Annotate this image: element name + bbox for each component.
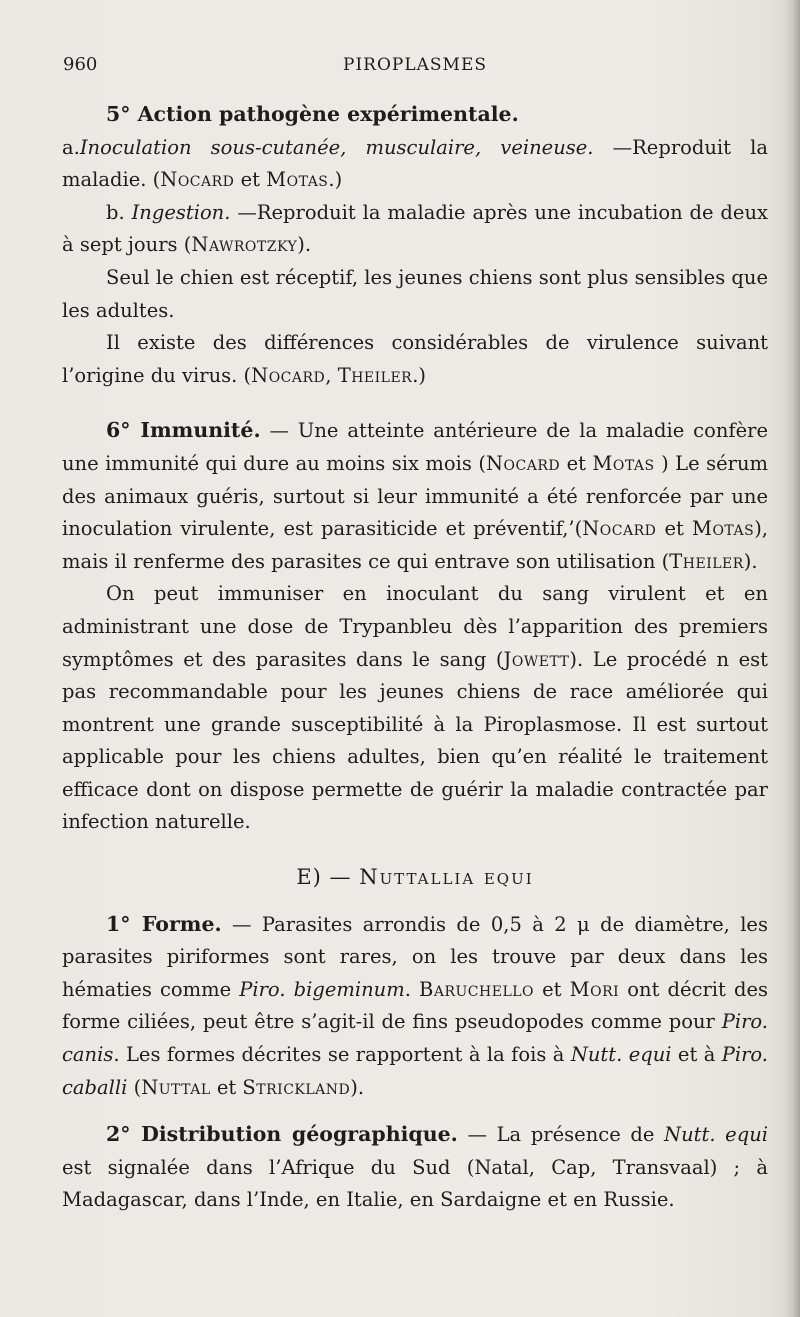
author-name: Theiler xyxy=(337,363,413,387)
spacer xyxy=(62,894,768,908)
paragraph-5-virulence xyxy=(62,327,768,392)
author-name: Motas xyxy=(592,451,655,475)
section-label: E) — xyxy=(296,865,360,890)
paragraph-e1-form xyxy=(62,908,768,1105)
paragraph-text: ( xyxy=(127,1075,142,1099)
paragraph-text: .) xyxy=(412,363,427,387)
author-name: Nocard xyxy=(485,451,561,475)
paragraph-5b xyxy=(62,197,768,262)
page-number: 960 xyxy=(63,54,98,75)
route-label: Inoculation sous-cutanée, musculaire, veineuse. xyxy=(79,135,594,159)
paragraph-text: , xyxy=(325,363,338,387)
paragraph-5-receptivity: Seul le chien est réceptif, les jeunes chiens sont plus sensibles que les adultes. xyxy=(62,265,768,322)
paragraph-text: — Une atteinte antérieure de la maladie confère une immunité qui dure au moins six mois ( xyxy=(62,419,769,475)
paragraph-text: Il existe des différences considérables de virulence suivant l’origine du virus. ( xyxy=(62,331,768,387)
paragraph-e2-distribution xyxy=(62,1118,768,1217)
paragraph-text: ). xyxy=(350,1075,365,1099)
paragraph-5a xyxy=(62,132,768,197)
paragraph-text: — Parasites arrondis de 0,5 à 2 μ de diamètre, les parasites piriformes sont rares, on les trouve par deux dans les hématies comme xyxy=(62,912,768,1001)
species-name: Piro. bigeminum xyxy=(239,977,405,1001)
paragraph-text: On peut immuniser en inoculant du sang virulent et en administrant une dose de Trypanbleu dès l’apparition des premiers symptômes et des parasites dans le sang ( xyxy=(62,582,768,671)
section-e-title xyxy=(62,861,768,894)
paragraph-text: — La présence de xyxy=(457,1123,665,1147)
paragraph-text: ). xyxy=(297,233,312,257)
paragraph-text: et xyxy=(234,168,267,192)
spacer xyxy=(62,839,768,861)
section-heading: 6° Immunité. xyxy=(106,418,261,443)
paragraph-text: —Reproduit la maladie. ( xyxy=(62,135,768,192)
paragraph-text: ont décrit des forme ciliées, peut être s’agit-il de fins pseudopodes comme pour xyxy=(62,977,768,1034)
section-heading: 5° Action pathogène expérimentale. xyxy=(106,102,519,126)
author-name: Nuttal xyxy=(141,1075,211,1099)
paragraph-text: et xyxy=(210,1075,243,1099)
paragraph-text: .) xyxy=(328,168,343,192)
paragraph-6-treatment xyxy=(62,578,768,839)
paragraph-text: et xyxy=(560,451,593,475)
author-name: Baruchello xyxy=(419,977,535,1001)
spacer xyxy=(62,392,768,414)
species-name: Piro. caballi xyxy=(62,1043,768,1099)
paragraph-text: et à xyxy=(671,1043,722,1067)
species-name: Piro. canis xyxy=(62,1010,768,1067)
author-name: Nocard xyxy=(251,363,326,387)
page-header xyxy=(63,49,743,81)
section-heading: 1° Forme. xyxy=(106,911,222,936)
author-name: Motas xyxy=(691,517,755,541)
section-5-heading xyxy=(62,98,768,132)
author-name: Strickland xyxy=(242,1075,351,1099)
author-name: Nocard xyxy=(582,517,657,541)
paragraph-text: ). Le procédé n est pas recommandable pour les jeunes chiens de race améliorée qui montrent une grande susceptibilité à la Piroplasmose. Il est surtout applicable pour les chiens adultes, bien qu’en réalité le traitement efficace dont on dispose permette de guérir la maladie contractée par infection naturelle. xyxy=(62,647,769,834)
paragraph-text: . Les formes décrites se rapportent à la fois à xyxy=(113,1043,571,1067)
page-edge-shadow xyxy=(784,0,800,1317)
author-name: Jowett xyxy=(503,647,570,671)
paragraph-text: ). xyxy=(743,549,758,573)
species-name: Nutt. equi xyxy=(570,1043,672,1067)
paragraph-text: —Reproduit la maladie après une incubation de deux à sept jours ( xyxy=(62,200,768,257)
paragraph-text: . xyxy=(404,977,420,1001)
paragraph-6-immunity xyxy=(62,414,768,578)
paragraph-text: est signalée dans l’Afrique du Sud (Natal, Cap, Transvaal) ; à Madagascar, dans l’Inde, en Italie, en Sardaigne et en Russie. xyxy=(62,1155,768,1212)
author-name: Nawrotzky xyxy=(191,233,298,257)
species-name: Nutt. equi xyxy=(664,1123,768,1147)
paragraph-text: et xyxy=(534,977,570,1001)
route-label: Ingestion. xyxy=(131,200,231,224)
page-body xyxy=(62,98,768,1217)
author-name: Theiler xyxy=(669,549,744,573)
author-name: Motas xyxy=(266,168,329,192)
running-title: PIROPLASMES xyxy=(343,55,488,75)
section-heading: 2° Distribution géographique. xyxy=(106,1122,458,1147)
author-name: Nocard xyxy=(160,168,235,192)
author-name: Mori xyxy=(569,977,620,1001)
paragraph-text: ) Le sérum des animaux guéris, surtout si leur immunité a été renforcée par une inoculation virulente, est parasiticide et préventif,’( xyxy=(62,451,769,541)
organism-name: Nuttallia equi xyxy=(359,865,534,890)
item-label: a. xyxy=(62,135,80,159)
paragraph-text: ), mais il renferme des parasites ce qui entrave son utilisation ( xyxy=(62,517,769,573)
spacer xyxy=(62,1104,768,1118)
paragraph-text: et xyxy=(656,517,692,541)
item-label: b. xyxy=(106,200,125,224)
